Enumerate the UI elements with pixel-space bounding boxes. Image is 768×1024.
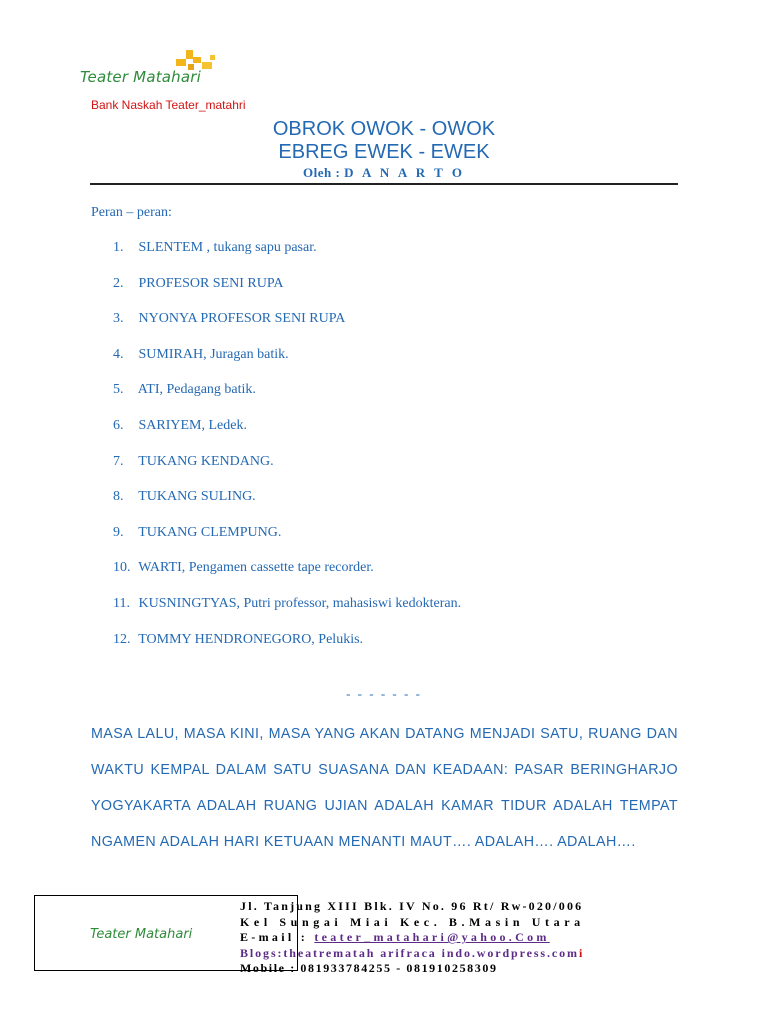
footer-mobile: Mobile : 081933784255 - 081910258309 xyxy=(240,961,498,975)
footer-email-line xyxy=(240,930,620,946)
role-item: 1. SLENTEM , tukang sapu pasar. xyxy=(113,240,317,255)
blog-link[interactable]: Blogs:theatrematah arifraca indo.wordpress.com xyxy=(240,945,579,960)
bank-title: Bank Naskah Teater_matahri xyxy=(91,98,246,112)
role-item: 5. ATI, Pedagang batik. xyxy=(113,382,256,398)
roles-label: Peran – peran: xyxy=(91,205,172,220)
role-item: 7. TUKANG KENDANG. xyxy=(113,453,274,469)
footer-contact xyxy=(240,899,620,977)
role-item: 12. TOMMY HENDRONEGORO, Pelukis. xyxy=(113,631,364,647)
teater-matahari-logo xyxy=(80,50,230,94)
role-item: 2. PROFESOR SENI RUPA xyxy=(113,275,284,291)
role-item: 11. KUSNINGTYAS, Putri professor, mahasiswi kedokteran. xyxy=(113,595,462,611)
footer-address-1: Jl. Tanjung XIII Blk. IV No. 96 Rt/ Rw-020/006 xyxy=(240,899,584,913)
email-link[interactable]: teater_matahari@yahoo.Com xyxy=(314,930,550,944)
blog-last-char: i xyxy=(578,945,585,960)
email-label: E-mail : xyxy=(240,930,309,944)
roles-list xyxy=(113,240,461,667)
title-line-1: OBROK OWOK - OWOK xyxy=(272,118,496,140)
logo-text: Teater Matahari xyxy=(80,68,202,86)
title-rule xyxy=(90,183,678,185)
role-item: 3. NYONYA PROFESOR SENI RUPA xyxy=(113,311,346,327)
role-item: 6. SARIYEM, Ledek. xyxy=(113,417,247,433)
section-separator: - - - - - - - xyxy=(346,686,422,701)
author-line xyxy=(0,165,768,181)
scene-description: MASA LALU, MASA KINI, MASA YANG AKAN DATANG MENJADI SATU, RUANG DAN WAKTU KEMPAL DALAM SATU SUASANA DAN KEADAAN: PASAR BERINGHARJO YOGYAKARTA ADALAH RUANG UJIAN ADALAH KAMAR TIDUR ADALAH TEMPAT NGAMEN ADALAH HARI KETUAAN MENANTI MAUT…. ADALAH…. ADALAH…. xyxy=(91,726,678,850)
footer-blog-line[interactable] xyxy=(240,946,620,962)
footer-logo: Teater Matahari xyxy=(90,927,193,942)
role-item: 10. WARTI, Pengamen cassette tape recorder. xyxy=(113,560,374,576)
role-item: 9. TUKANG CLEMPUNG. xyxy=(113,524,282,540)
title-line-2: EBREG EWEK - EWEK xyxy=(278,141,490,163)
role-item: 4. SUMIRAH, Juragan batik. xyxy=(113,346,289,362)
author-prefix: Oleh : xyxy=(303,165,341,180)
footer-address-2: Kel Sungai Miai Kec. B.Masin Utara xyxy=(240,914,585,929)
role-item: 8. TUKANG SULING. xyxy=(113,489,256,505)
author-name: D A N A R T O xyxy=(344,165,465,180)
